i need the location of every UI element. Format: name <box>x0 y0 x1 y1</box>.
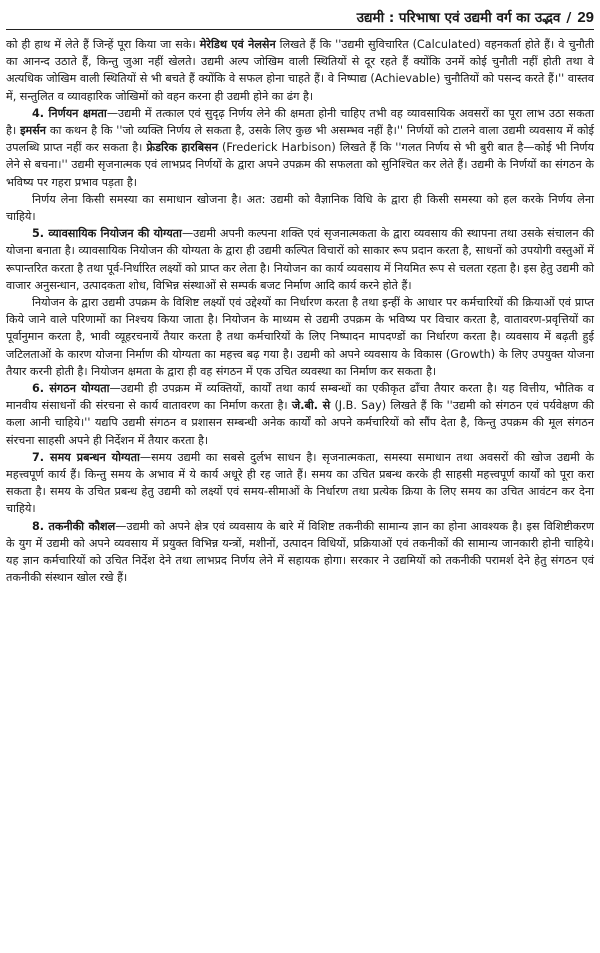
author-name-jb-say: जे.बी. से <box>291 399 331 413</box>
author-name-emerson: इमर्सन <box>20 124 47 138</box>
section-heading-8: 8. तकनीकी कौशल <box>32 519 116 533</box>
running-title: उद्यमी : परिभाषा एवं उद्यमी वर्ग का उद्भव <box>356 10 561 26</box>
section-decision-making: 4. निर्णयन क्षमता—उद्यमी में तत्काल एवं सुदृढ़ निर्णय लेने की क्षमता होनी चाहिए तभी वह व्यावसायिक अवसरों का पूरा लाभ उठा सकता है। इमर्सन का कथन है कि ''जो व्यक्ति निर्णय ले सकता है, उसके लिए कुछ भी असम्भव नहीं है।'' निर्णयों को टालने वाला उद्यमी व्यवसाय में कोई उपलब्धि प्राप्त नहीं कर सकता है। फ्रेडरिक हारबिसन (Frederick Harbison) लिखते हैं कि ''गलत निर्णय से भी बुरी बात है—कोई भी निर्णय लेने से बचना।'' उद्यमी सृजनात्मक एवं लाभप्रद निर्णयों के द्वारा अपने उपक्रम की सफलता को सुनिश्चित कर लेते हैं। उद्यमी के निर्णयों का संगठन के भविष्य पर गहरा प्रभाव पड़ता है। <box>6 106 594 189</box>
section-organizing-ability: 6. संगठन योग्यता—उद्यमी ही उपक्रम में व्यक्तियों, कार्यों तथा कार्य सम्बन्धों का एकीकृत ढाँचा तैयार करता है। यह वित्तीय, भौतिक व मानवीय संसाधनों की संरचना से कार्य वातावरण का निर्माण करता है। जे.बी. से (J.B. Say) लिखते हैं कि ''उद्यमी को संगठन एवं पर्यवेक्षण की कला आनी चाहिये।'' यद्यपि उद्यमी संगठन व प्रशासन सम्बन्धी अनेक कार्यों को अपने कर्मचारियों को सौंप देता है, किन्तु उपक्रम की मूल संगठन संरचना साहसी अपने ही निर्देशन में तैयार करता है। <box>6 382 594 447</box>
section-business-planning: 5. व्यावसायिक नियोजन की योग्यता—उद्यमी अपनी कल्पना शक्ति एवं सृजनात्मकता के द्वारा व्यवसाय की स्थापना तथा उसके संचालन की योजना बनाता है। व्यावसायिक नियोजन की योग्यता के द्वारा ही उद्यमी कल्पित विचारों को साकार रूप प्रदान करता है, साधनों को उपयोगी वस्तुओं में रूपान्तरित करता है तथा पूर्व-निर्धारित लक्ष्यों को प्राप्त कर लेता है। नियोजन का कार्य व्यवसाय में नियमित रूप से चलता रहता है। इस हेतु उद्यमी को वाजार अनुसन्धान, उत्पादकता शोध, विभिन्न संस्थाओं से सम्पर्क बजट निर्माण आदि कार्य करने होते हैं। <box>6 227 594 292</box>
section-heading-4: 4. निर्णयन क्षमता <box>32 106 107 120</box>
section-heading-5: 5. व्यावसायिक नियोजन की योग्यता <box>32 227 182 241</box>
section-time-management: 7. समय प्रबन्धन योग्यता—समय उद्यमी का सबसे दुर्लभ साधन है। सृजनात्मकता, समस्या समाधान तथा अवसरों की खोज उद्यमी के महत्त्वपूर्ण कार्य हैं। किन्तु समय के अभाव में ये कार्य अधूरे ही रह जाते हैं। समय का उचित प्रबन्ध करके ही साहसी महत्त्वपूर्ण कार्यों को पूरा करा सकता है। समय के उचित प्रबन्ध हेतु उद्यमी को लक्ष्यों एवं समय-सीमाओं के निर्धारण तथा प्रत्येक क्रिया के लिए समय का उचित आवंटन कर देना चाहिये। <box>6 450 594 516</box>
author-name-harbison: फ्रेडरिक हारबिसन <box>146 141 218 155</box>
section-technical-skill: 8. तकनीकी कौशल—उद्यमी को अपने क्षेत्र एवं व्यवसाय के बारे में विशिष्ट तकनीकी सामान्य ज्ञान का होना आवश्यक है। इस विशिष्टीकरण के युग में उद्यमी को अपने व्यवसाय में प्रयुक्त विभिन्न यन्त्रों, मशीनों, उत्पादन विधियों, प्रक्रियाओं एवं तकनीकों की सामान्य जानकारी होनी चाहिये। यह ज्ञान कर्मचारियों को उचित निर्देश देने तथा लाभप्रद निर्णय लेने में सहायक होगा। सरकार ने उद्यमियों को तकनीकी परामर्श देने हेतु संगठन एवं तकनीकी संस्थान खोल रखे हैं। <box>6 519 595 585</box>
paragraph-planning-details: नियोजन के द्वारा उद्यमी उपक्रम के विशिष्ट लक्ष्यों एवं उद्देश्यों का निर्धारण करता है तथा इन्हीं के आधार पर कर्मचारियों की क्रियाओं एवं प्राप्त किये जाने वाले परिणामों का निश्चय किया जाता है। नियोजन के माध्यम से उद्यमी उपक्रम के भविष्य पर विचार करता है, वातावरण-प्रवृत्तियों का पूर्वानुमान करता है, भावी व्यूहरचनायें तैयार करता है तथा कर्मचारियों के लिए निष्पादन मापदण्डों का निर्धारण करता है। व्यवसाय में बढ़ती हुई जटिलताओं के कारण योजना निर्माण की योग्यता का महत्त्व बढ़ गया है। उद्यमी को अपने व्यवसाय के विकास (Growth) के लिए उपयुक्त योजना तैयार करनी होती है। नियोजन क्षमता के द्वारा ही वह संगठन में एक उचित व्यवस्था का निर्माण कर सकता है। <box>6 296 594 378</box>
page-body <box>6 36 594 587</box>
page-number: 29 <box>577 9 594 26</box>
section-heading-6: 6. संगठन योग्यता <box>32 382 110 396</box>
paragraph-decision-problem: निर्णय लेना किसी समस्या का समाधान खोजना है। अत: उद्यमी को वैज्ञानिक विधि के द्वारा ही किसी समस्या को हल करके निर्णय लेना चाहिये। <box>6 192 594 224</box>
paragraph-continued: को ही हाथ में लेते हैं जिन्हें पूरा किया जा सके। मेरेडिथ एवं नेलसेन लिखते हैं कि ''उद्यमी सुविचारित (Calculated) वहनकर्ता होते हैं। वे चुनौती का आनन्द उठाते हैं, किन्तु जुआ नहीं खेलते। उद्यमी अल्प जोखिम वाली स्थितियों से दूर रहते हैं क्योंकि उनमें कोई चुनौती नहीं होती तथा वे अत्यधिक जोखिम वाली स्थितियों से भी बचते हैं क्योंकि वे सफल होना चाहते हैं। वे निष्पाद्य (Achievable) चुनौतियों को पसन्द करते हैं।'' वास्तव में, सन्तुलित व व्यावहारिक जोखिमों को वहन करना ही उद्यमी होने का ढंग है। <box>6 38 594 103</box>
author-name-meredith-nelson: मेरेडिथ एवं नेलसेन <box>199 38 276 51</box>
running-header <box>6 8 594 30</box>
header-separator: / <box>566 10 572 26</box>
section-heading-7: 7. समय प्रबन्धन योग्यता <box>32 450 140 464</box>
